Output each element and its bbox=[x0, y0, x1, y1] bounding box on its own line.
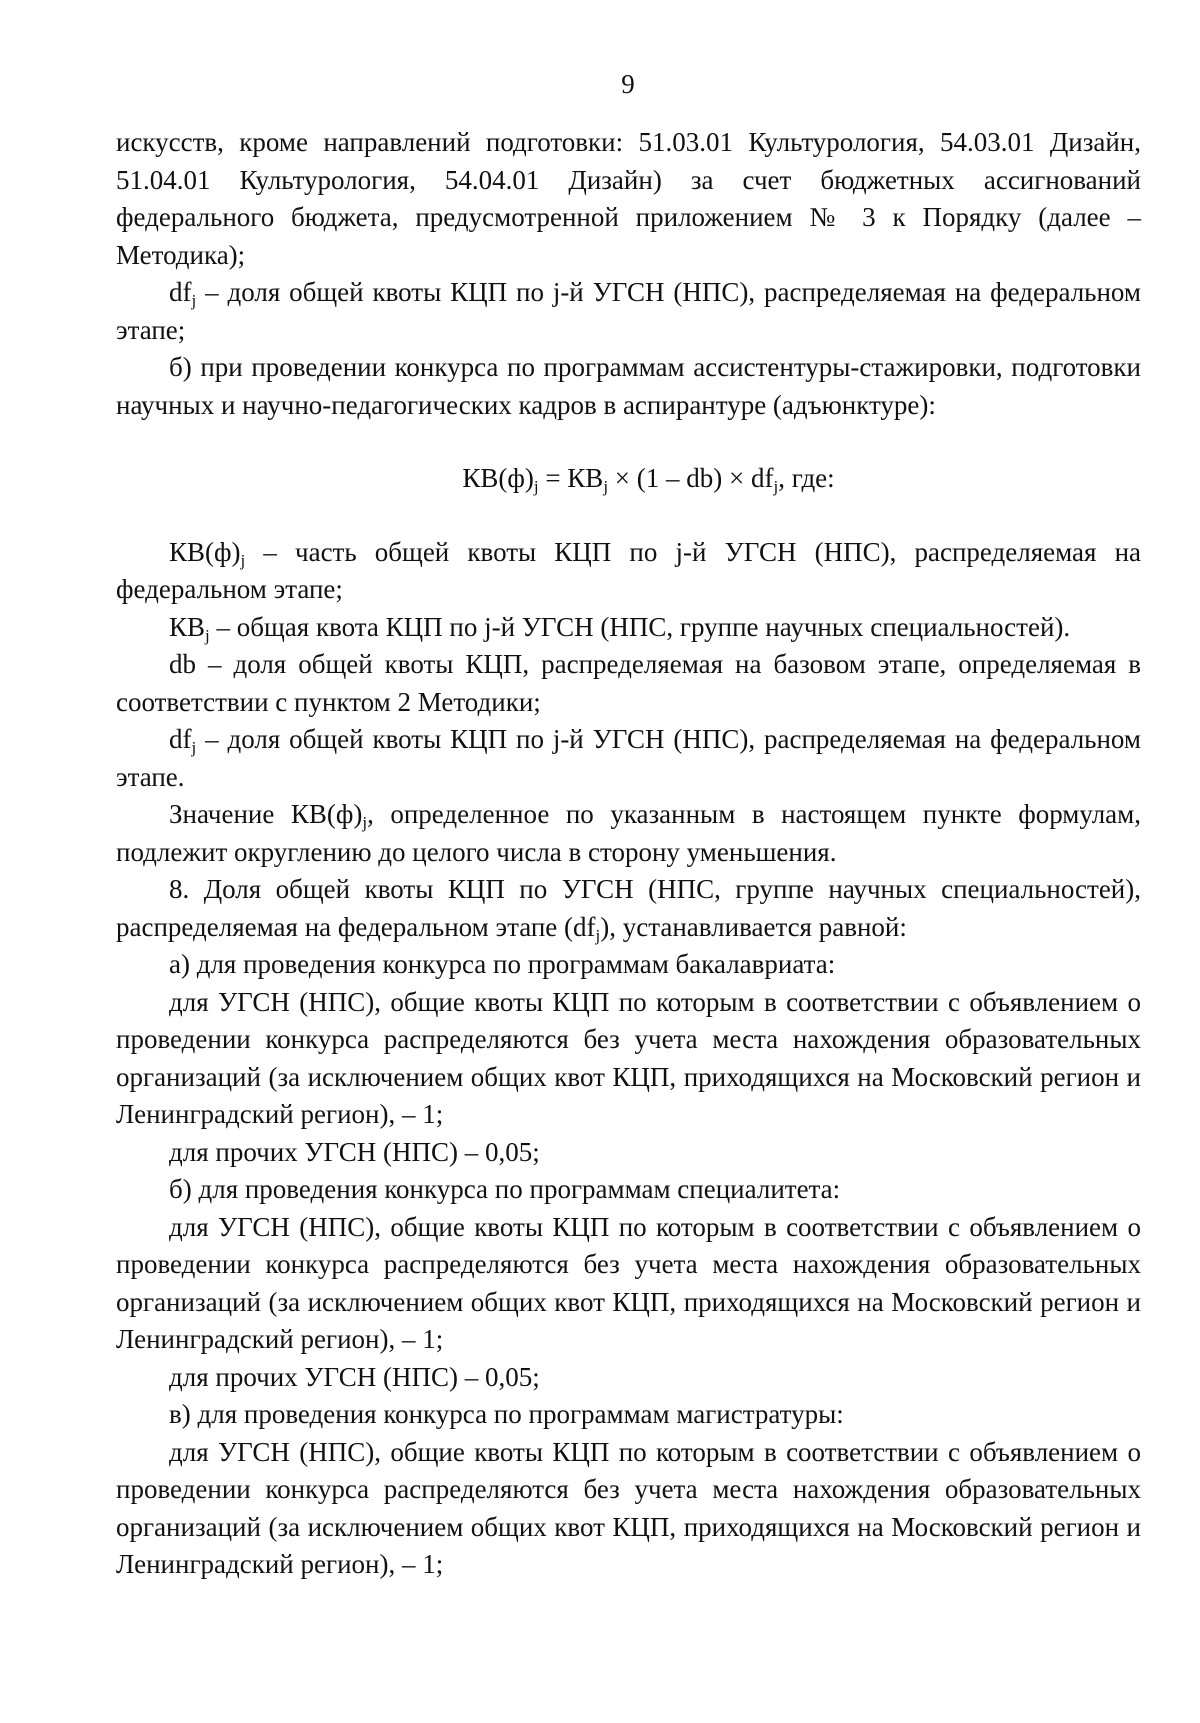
paragraph-item-8: 8. Доля общей квоты КЦП по УГСН (НПС, группе научных специальностей), распределяемая на федеральном этапе $(df_j)$, устанавливается равной: bbox=[116, 874, 1141, 945]
page-number: 9 bbox=[621, 69, 635, 99]
paragraph-kvfj-definition: $КВ(ф)_j$ – часть общей квоты КЦП по j-й УГСН (НПС), распределяемая на федеральном этапе; bbox=[116, 536, 1141, 604]
paragraph-rounding: Значение $КВ(ф)_j$, определенное по указанным в настоящем пункте формулам, подлежит округлению до целого числа в сторону уменьшения. bbox=[116, 799, 1141, 867]
paragraph-db-definition: db – доля общей квоты КЦП, распределяемая на базовом этапе, определяемая в соответствии с пунктом 2 Методики; bbox=[116, 649, 1141, 717]
paragraph-master: в) для проведения конкурса по программам магистратуры: bbox=[169, 1399, 844, 1429]
paragraph-bachelor-ugsn: для УГСН (НПС), общие квоты КЦП по которым в соответствии с объявлением о проведении конкурса распределяются без учета места нахождения образовательных организаций (за исключением общих квот КЦП, приходящихся на Московский регион и Ленинградский регион), – 1; bbox=[116, 986, 1141, 1129]
paragraph-kvj-definition: $КВ_j$ – общая квота КЦП по j-й УГСН (НПС, группе научных специальностей). bbox=[169, 611, 1071, 645]
paragraph-dfj-definition: $df_j$ – доля общей квоты КЦП по j-й УГСН (НПС), распределяемая на федеральном этапе; bbox=[116, 277, 1141, 345]
paragraph-methodology-continuation: искусств, кроме направлений подготовки: 51.03.01 Культурология, 54.03.01 Дизайн, 51.04.01 Культурология, 54.04.01 Дизайн) за счет бюджетных ассигнований федерального бюджета, предусмотренной приложением № 3 к Порядку (далее – Методика); bbox=[116, 127, 1141, 270]
paragraph-specialist-ugsn: для УГСН (НПС), общие квоты КЦП по которым в соответствии с объявлением о проведении конкурса распределяются без учета места нахождения образовательных организаций (за исключением общих квот КЦП, приходящихся на Московский регион и Ленинградский регион), – 1; bbox=[116, 1211, 1141, 1354]
formula: $КВ(ф)_j = КВ_j \times (1 - db) \times df_j$, где: bbox=[462, 463, 835, 496]
paragraph-bachelor: а) для проведения конкурса по программам бакалавриата: bbox=[169, 949, 836, 979]
document-body bbox=[116, 124, 1141, 1584]
paragraph-bachelor-other: для прочих УГСН (НПС) – 0,05; bbox=[169, 1136, 540, 1167]
paragraph-specialist: б) для проведения конкурса по программам специалитета: bbox=[169, 1174, 841, 1204]
paragraph-specialist-other: для прочих УГСН (НПС) – 0,05; bbox=[169, 1361, 540, 1392]
paragraph-master-ugsn: для УГСН (НПС), общие квоты КЦП по которым в соответствии с объявлением о проведении конкурса распределяются без учета места нахождения образовательных организаций (за исключением общих квот КЦП, приходящихся на Московский регион и Ленинградский регион), – 1; bbox=[116, 1436, 1141, 1579]
paragraph-dfj-definition-2: $df_j$ – доля общей квоты КЦП по j-й УГСН (НПС), распределяемая на федеральном этапе. bbox=[116, 724, 1141, 792]
paragraph-item-b: б) при проведении конкурса по программам ассистентуры-стажировки, подготовки научных и научно-педагогических кадров в аспирантуре (адъюнктуре): bbox=[116, 352, 1141, 420]
